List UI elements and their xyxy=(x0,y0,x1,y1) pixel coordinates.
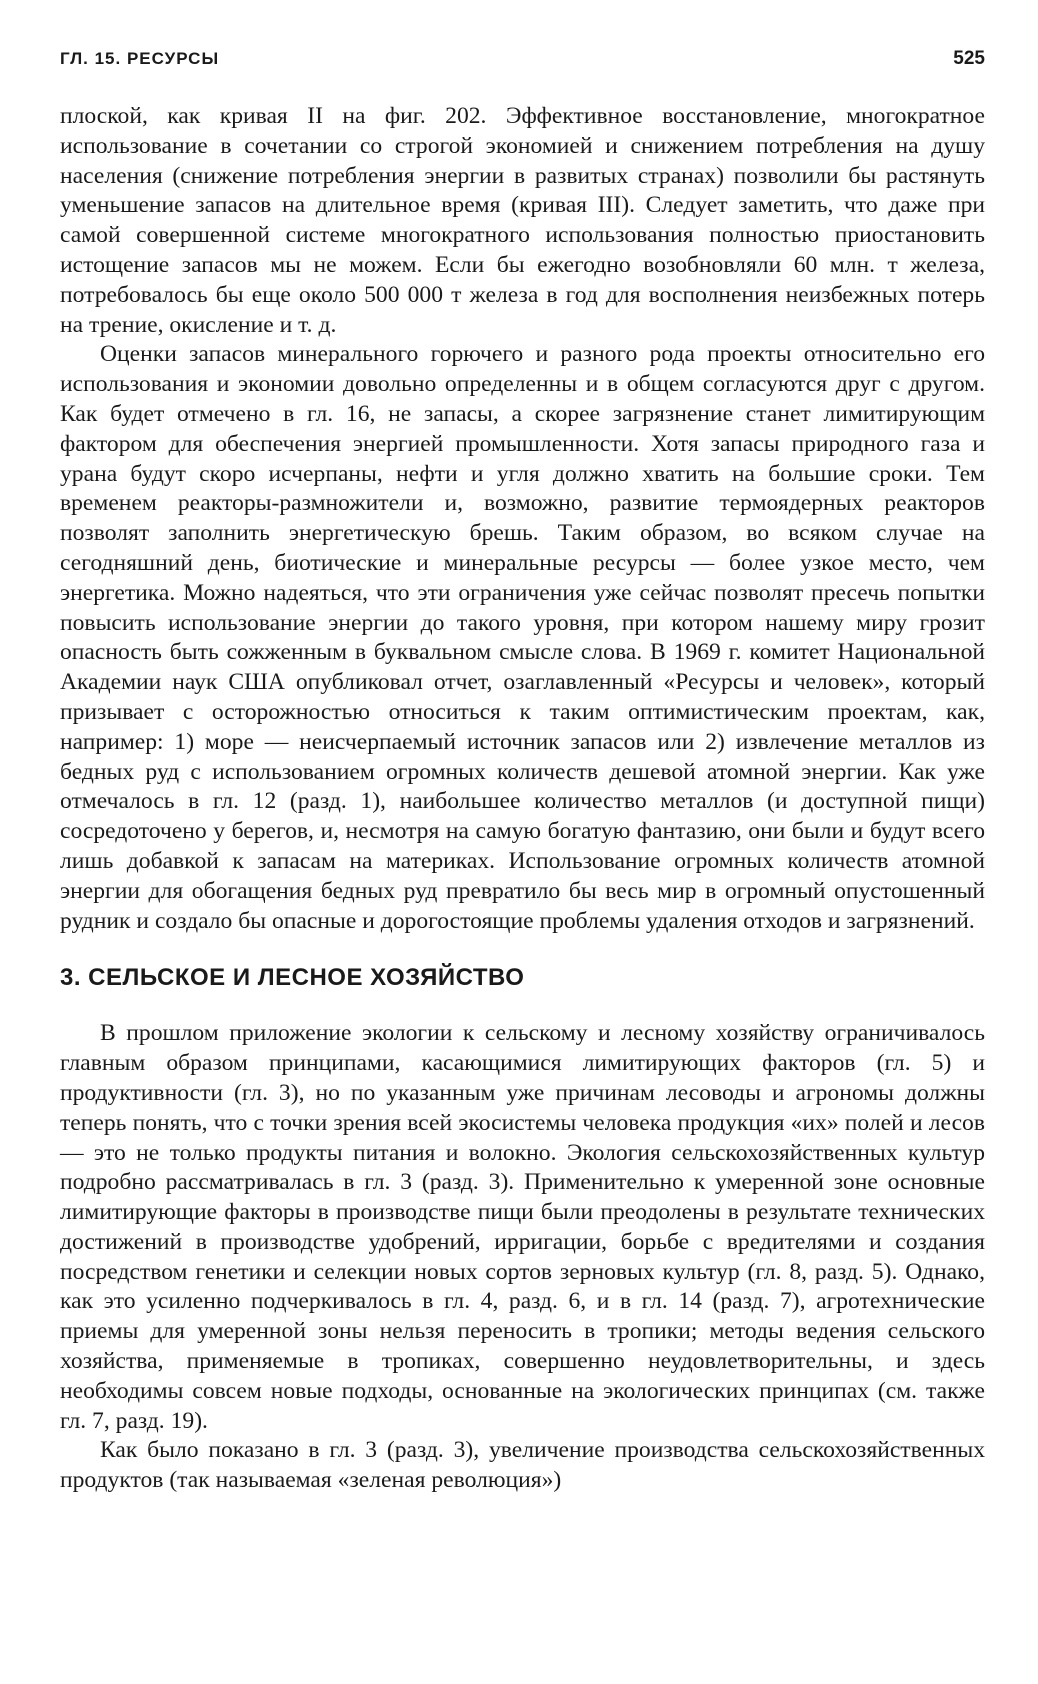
page-number: 525 xyxy=(953,48,985,69)
paragraph-2: Оценки запасов минерального горючего и разного рода проекты относительно его использования и экономии довольно определенны и в общем согласуются друг с другом. Как будет отмечено в гл. 16, не запасы, а скорее загрязнение станет лимитирующим фактором для обеспечения энергией промышленности. Хотя запасы природного газа и урана будут скоро исчерпаны, нефти и угля должно хватить на большие сроки. Тем временем реакторы-размножители и, возможно, развитие термоядерных реакторов позволят заполнить энергетическую брешь. Таким образом, во всяком случае на сегодняшний день, биотические и минеральные ресурсы — более узкое место, чем энергетика. Можно надеяться, что эти ограничения уже сейчас позволят пресечь попытки повысить использование энергии до такого уровня, при котором нашему миру грозит опасность быть сожженным в буквальном смысле слова. В 1969 г. комитет Национальной Академии наук США опубликовал отчет, озаглавленный «Ресурсы и человек», который призывает с осторожностью относиться к таким оптимистическим проектам, как, например: 1) море — неисчерпаемый источник запасов или 2) извлечение металлов из бедных руд с использованием огромных количеств дешевой атомной энергии. Как уже отмечалось в гл. 12 (разд. 1), наибольшее количество металлов (и доступной пищи) сосредоточено у берегов, и, несмотря на самую богатую фантазию, они были и будут всего лишь добавкой к запасам на материках. Использование огромных количеств атомной энергии для обогащения бедных руд превратило бы весь мир в огромный опустошенный рудник и создало бы опасные и дорогостоящие проблемы удаления отходов и загрязнений. xyxy=(60,341,985,934)
book-page xyxy=(60,48,985,1496)
paragraph-3: В прошлом приложение экологии к сельскому и лесному хозяйству ограничивалось главным образом принципами, касающимися лимитирующих факторов (гл. 5) и продуктивности (гл. 3), но по указанным уже причинам лесоводы и агрономы должны теперь понять, что с точки зрения всей экосистемы человека продукция «их» полей и лесов — это не только продукты питания и волокно. Экология сельскохозяйственных культур подробно рассматривалась в гл. 3 (разд. 3). Применительно к умеренной зоне основные лимитирующие факторы в производстве пищи были преодолены в результате технических достижений в производстве удобрений, ирригации, борьбе с вредителями и создания посредством генетики и селекции новых сортов зерновых культур (гл. 8, разд. 5). Однако, как это усиленно подчеркивалось в гл. 4, разд. 6, и в гл. 14 (разд. 7), агротехнические приемы для умеренной зоны нельзя переносить в тропики; методы ведения сельского хозяйства, применяемые в тропиках, совершенно неудовлетворительны, и здесь необходимы совсем новые подходы, основанные на экологических принципах (см. также гл. 7, разд. 19). xyxy=(60,1020,985,1434)
section-heading: 3. СЕЛЬСКОЕ И ЛЕСНОЕ ХОЗЯЙСТВО xyxy=(60,964,525,992)
running-head xyxy=(60,48,985,80)
paragraph-4: Как было показано в гл. 3 (разд. 3), увеличение производства сельскохозяйственных продуктов (так называемая «зеленая революция») xyxy=(60,1437,985,1494)
paragraph-1: плоской, как кривая II на фиг. 202. Эффективное восстановление, многократное использование в сочетании со строгой экономией и снижением потребления на душу населения (снижение потребления энергии в развитых странах) позволили бы растянуть уменьшение запасов на длительное время (кривая III). Следует заметить, что даже при самой совершенной системе многократного использования полностью приостановить истощение запасов мы не можем. Если бы ежегодно возобновляли 60 млн. т железа, потребовалось бы еще около 500 000 т железа в год для восполнения неизбежных потерь на трение, окисление и т. д. xyxy=(60,103,985,338)
running-title: ГЛ. 15. РЕСУРСЫ xyxy=(60,49,220,68)
